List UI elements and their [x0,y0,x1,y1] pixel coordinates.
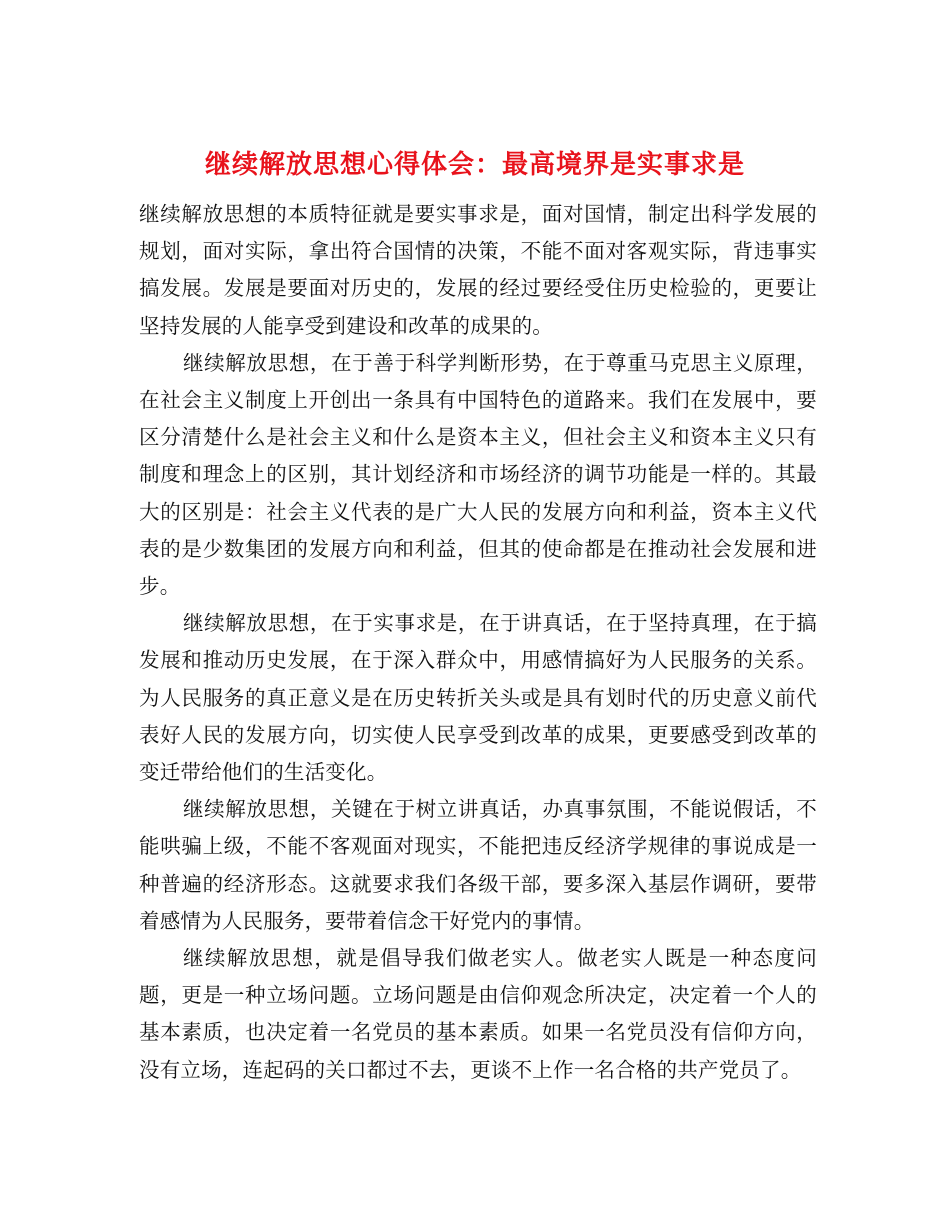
paragraph-3: 继续解放思想，在于实事求是，在于讲真话，在于坚持真理，在于搞发展和推动历史发展，在于深入群众中，用感情搞好为人民服务的关系。为人民服务的真正意义是在历史转折关头或是具有划时代的历史意义前代表好人民的发展方向，切实使人民享受到改革的成果，更要感受到改革的变迁带给他们的生活变化。 [139,611,817,785]
paragraph-2: 继续解放思想，在于善于科学判断形势，在于尊重马克思主义原理，在社会主义制度上开创出一条具有中国特色的道路来。我们在发展中，要区分清楚什么是社会主义和什么是资本主义，但社会主义和资本主义只有制度和理念上的区别，其计划经济和市场经济的调节功能是一样的。其最大的区别是：社会主义代表的是广大人民的发展方向和利益，资本主义代表的是少数集团的发展方向和利益，但其的使命都是在推动社会发展和进步。 [139,350,817,599]
paragraph-5: 继续解放思想，就是倡导我们做老实人。做老实人既是一种态度问题，更是一种立场问题。立场问题是由信仰观念所决定，决定着一个人的基本素质，也决定着一名党员的基本素质。如果一名党员没有信仰方向，没有立场，连起码的关口都过不去，更谈不上作一名合格的共产党员了。 [139,946,817,1082]
paragraph-4: 继续解放思想，关键在于树立讲真话，办真事氛围，不能说假话，不能哄骗上级，不能不客观面对现实，不能把违反经济学规律的事说成是一种普遍的经济形态。这就要求我们各级干部，要多深入基层作调研，要带着感情为人民服务，要带着信念干好党内的事情。 [139,797,817,933]
paragraph-1: 继续解放思想的本质特征就是要实事求是，面对国情，制定出科学发展的规划，面对实际，拿出符合国情的决策，不能不面对客观实际，背违事实搞发展。发展是要面对历史的，发展的经过要经受住历史检验的，更要让坚持发展的人能享受到建设和改革的成果的。 [139,202,817,338]
document-title: 继续解放思想心得体会：最高境界是实事求是 [204,150,745,181]
document-body [139,196,817,1089]
